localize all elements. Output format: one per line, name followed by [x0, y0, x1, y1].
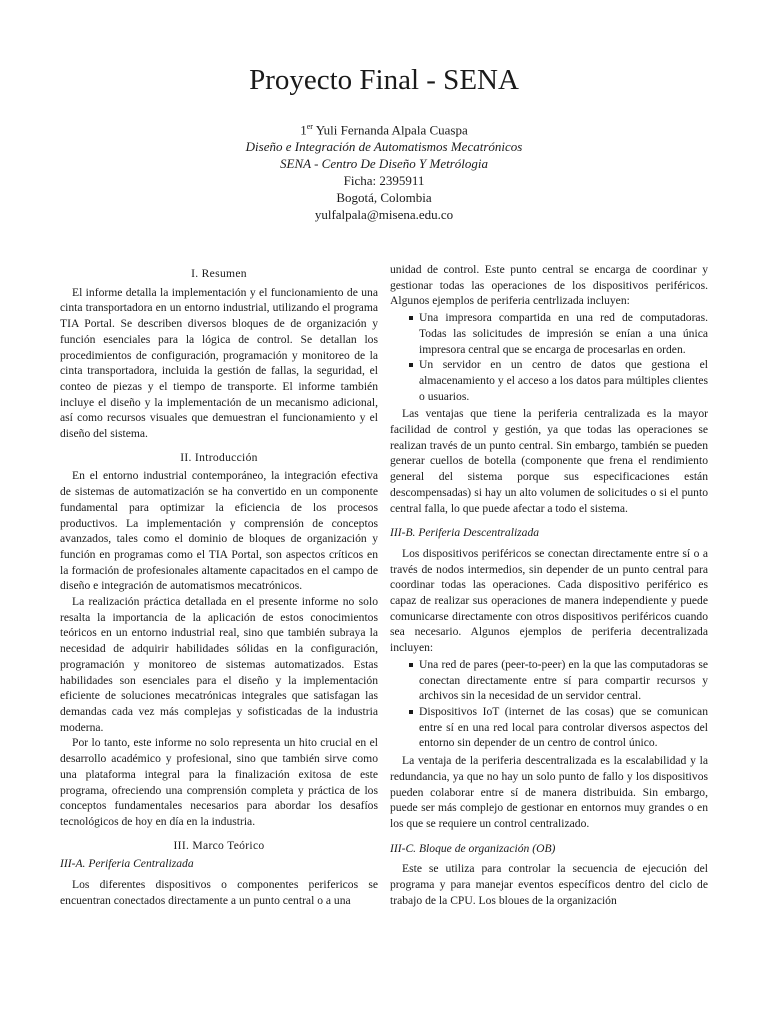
- author-name: Yuli Fernanda Alpala Cuaspa: [312, 122, 468, 138]
- author-line: [0, 118, 768, 138]
- bullet-list-centralizada: [390, 310, 708, 404]
- author-sup: er: [306, 122, 313, 131]
- section-heading-introduccion: II. Introducción: [180, 450, 258, 464]
- subsection-heading-a: III-A. Periferia Centralizada: [60, 857, 194, 871]
- intro-paragraph-1: En el entorno industrial contemporáneo, la integración efectiva de sistemas de automatización se ha convertido en un componente fundamental para optimizar la eficiencia de los procesos productivos. La implementación y comprensión de conceptos avanzados, tales como el dominio de bloques de organización y función en programas como el TIA Portal, son aspectos críticos en la formación de profesionales altamente capacitados en el campo de diseño e integración de automatismos mecatrónicos.: [60, 469, 378, 593]
- subsection-c-paragraph: Este se utiliza para controlar la secuencia de ejecución del programa y para manejar eventos específicos dentro del ciclo de trabajo de la CPU. Los bloues de la organización: [390, 862, 708, 907]
- left-column: [60, 262, 378, 908]
- subsection-a-paragraph: Los diferentes dispositivos o componentes perifericos se encuentran conectados directamente a un punto central o a una: [60, 878, 378, 907]
- bullet-list-descentralizada: [390, 657, 708, 751]
- paper-title: Proyecto Final - SENA: [249, 64, 519, 96]
- list-item: Una red de pares (peer-to-peer) en la que las computadoras se conectan directamente entre sí para compartir recursos y archivos sin la necesidad de un servidor central.: [419, 657, 708, 703]
- section-heading-marco-teorico: III. Marco Teórico: [173, 838, 265, 852]
- author-email: yulfalpala@misena.edu.co: [314, 207, 454, 223]
- author-city: Bogotá, Colombia: [336, 190, 432, 206]
- continuation-paragraph: unidad de control. Este punto central se encarga de coordinar y gestionar todas las operaciones de los dispositivos periféricos. Algunos ejemplos de periferia centrlizada incluyen:: [390, 263, 708, 308]
- right-column: [390, 262, 708, 908]
- intro-paragraph-2: La realización práctica detallada en el presente informe no solo resalta la importancia de la aplicación de estos conocimientos teóricos en un entorno industrial real, sino que también subraya la necesidad de adquirir habilidades sólidas en la configuración, programación y monitoreo de sistemas automatizados. Estas habilidades son esenciales para el diseño y la implementación eficiente de soluciones mecatrónicas integrales que satisfagan las demandas cada vez más complejas y sofisticadas de la industria moderna.: [60, 595, 378, 734]
- subsection-b-paragraph-2: La ventaja de la periferia descentralizada es la escalabilidad y la redundancia, ya que no hay un solo punto de fallo y los dispositivos pueden colaborar entre sí de manera distribuida. Sin embargo, puede ser más complejo de gestionar en entornos muy grandes o en los que se requiere un control centralizado.: [390, 754, 708, 830]
- list-item: Un servidor en un centro de datos que gestiona el almacenamiento y el acceso a los datos para múltiples clientes o usuarios.: [419, 358, 708, 403]
- author-block: [0, 118, 768, 223]
- author-institution: SENA - Centro De Diseño Y Metrólogia: [280, 156, 488, 172]
- author-prefix: 1: [300, 122, 307, 138]
- author-program: Diseño e Integración de Automatismos Mecatrónicos: [245, 139, 523, 155]
- subsection-heading-b: III-B. Periferia Descentralizada: [390, 526, 540, 540]
- ventajas-centralizada-paragraph: Las ventajas que tiene la periferia centralizada es la mayor facilidad de control y gestión, ya que todas las operaciones se realizan través de un punto central. Sin embargo, también se pueden generar cuellos de botella (componente que frena el rendimiento general del sistema porque sus especificaciones están descompensadas) si hay un alto volumen de solicitudes o si el punto central falla, lo que puede afectar a todo el sistema.: [390, 407, 708, 515]
- subsection-heading-c: III-C. Bloque de organización (OB): [390, 841, 556, 855]
- list-item: Dispositivos IoT (internet de las cosas) que se comunican entre sí en una red local para controlar diversos aspectos del entorno sin depender de un centro de control único.: [419, 704, 708, 750]
- author-ficha: Ficha: 2395911: [343, 173, 425, 189]
- subsection-b-paragraph-1: Los dispositivos periféricos se conectan directamente entre sí o a través de nodos intermedios, sin depender de un punto central para coordinar todas las operaciones. Cada dispositivo periférico es capaz de realizar sus operaciones de manera independiente y puede comunicarse directamente con otros dispositivos periféricos cuando sea necesario. Algunos ejemplos de periferia decentralizada incluyen:: [390, 546, 708, 655]
- intro-paragraph-3: Por lo tanto, este informe no solo representa un hito crucial en el desarrollo académico y profesional, sino que también sirve como una plataforma integral para la finalización exitosa de este programa, ofreciendo una comprensión completa y práctica de los conceptos fundamentales necesarios para abordar los desafíos tecnológicos de hoy en día en la industria.: [60, 736, 378, 828]
- resumen-paragraph: El informe detalla la implementación y el funcionamiento de una cinta transportadora en un entorno industrial, utilizando el programa TIA Portal. Se describen diversos bloques de de organización y función esenciales para la lógica de control. Se detallan los procedimientos de configuración, programación y monitoreo de la cinta transportadora, incluida la gestión de fallas, la seguridad, el conteo de piezas y el tiempo de transporte. El informe también incluye el diseño y la implementación de un mecanismo adicional, así como recursos visuales que demuestran el funcionamiento y el diseño del sistema.: [60, 285, 378, 441]
- section-heading-resumen: I. Resumen: [191, 267, 247, 280]
- list-item: Una impresora compartida en una red de computadoras. Todas las solicitudes de impresión se enían a una única impresora central que se encarga de procesarlas en orden.: [419, 311, 708, 356]
